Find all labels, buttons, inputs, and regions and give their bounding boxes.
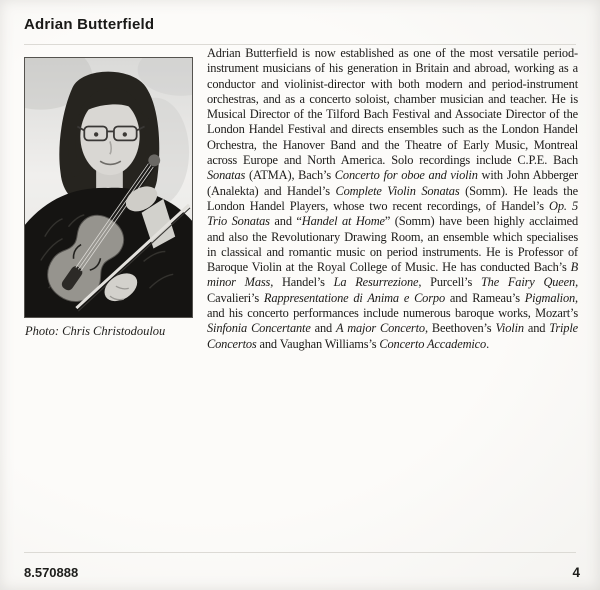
photo-caption: Photo: Chris Christodoulou [25, 324, 166, 338]
bio-paragraph: Adrian Butterfield is now established as one of the most versatile period-instrument musicians of his generation in Britain and abroad, working as a conductor and violinist-director with both modern and period-instrument orchestras, and as a concerto soloist, chamber musician and teacher. He is Musical Director of the Tilford Bach Festival and Associate Director of the London Handel Festival and directs ensembles such as the London Handel Orchestra, the Hanover Band and the Theatre of Early Music, Montreal across Europe and North America. Solo recordings include C.P.E. Bach Sonatas (ATMA), Bach’s Concerto for oboe and violin with John Abberger (Analekta) and Handel’s Complete Violin Sonatas (Somm). He leads the London Handel Players, whose two recent recordings, of Handel’s Op. 5 Trio Sonatas and “Handel at Home” (Somm) have been highly acclaimed and also the Revolutionary Drawing Room, an ensemble which specialises in classical and romantic music on period instruments. He is Professor of Baroque Violin at the Royal College of Music. He has conducted Bach’s B minor Mass, Handel’s La Resurrezione, Purcell’s The Fairy Queen, Cavalieri’s Rappresentatione di Anima e Corpo and Rameau’s Pigmalion, and his concerto performances include numerous baroque works, Mozart’s Sinfonia Concertante and A major Concerto, Beethoven’s Violin and Triple Concertos and Vaughan Williams’s Concerto Accademico. [207, 46, 579, 351]
page-title: Adrian Butterfield [24, 16, 155, 33]
footer-rule [24, 552, 576, 553]
portrait-frame [24, 57, 193, 318]
header-rule [24, 44, 576, 45]
page-number: 4 [572, 565, 580, 580]
catalogue-number: 8.570888 [24, 565, 79, 580]
portrait-photo [25, 58, 192, 317]
